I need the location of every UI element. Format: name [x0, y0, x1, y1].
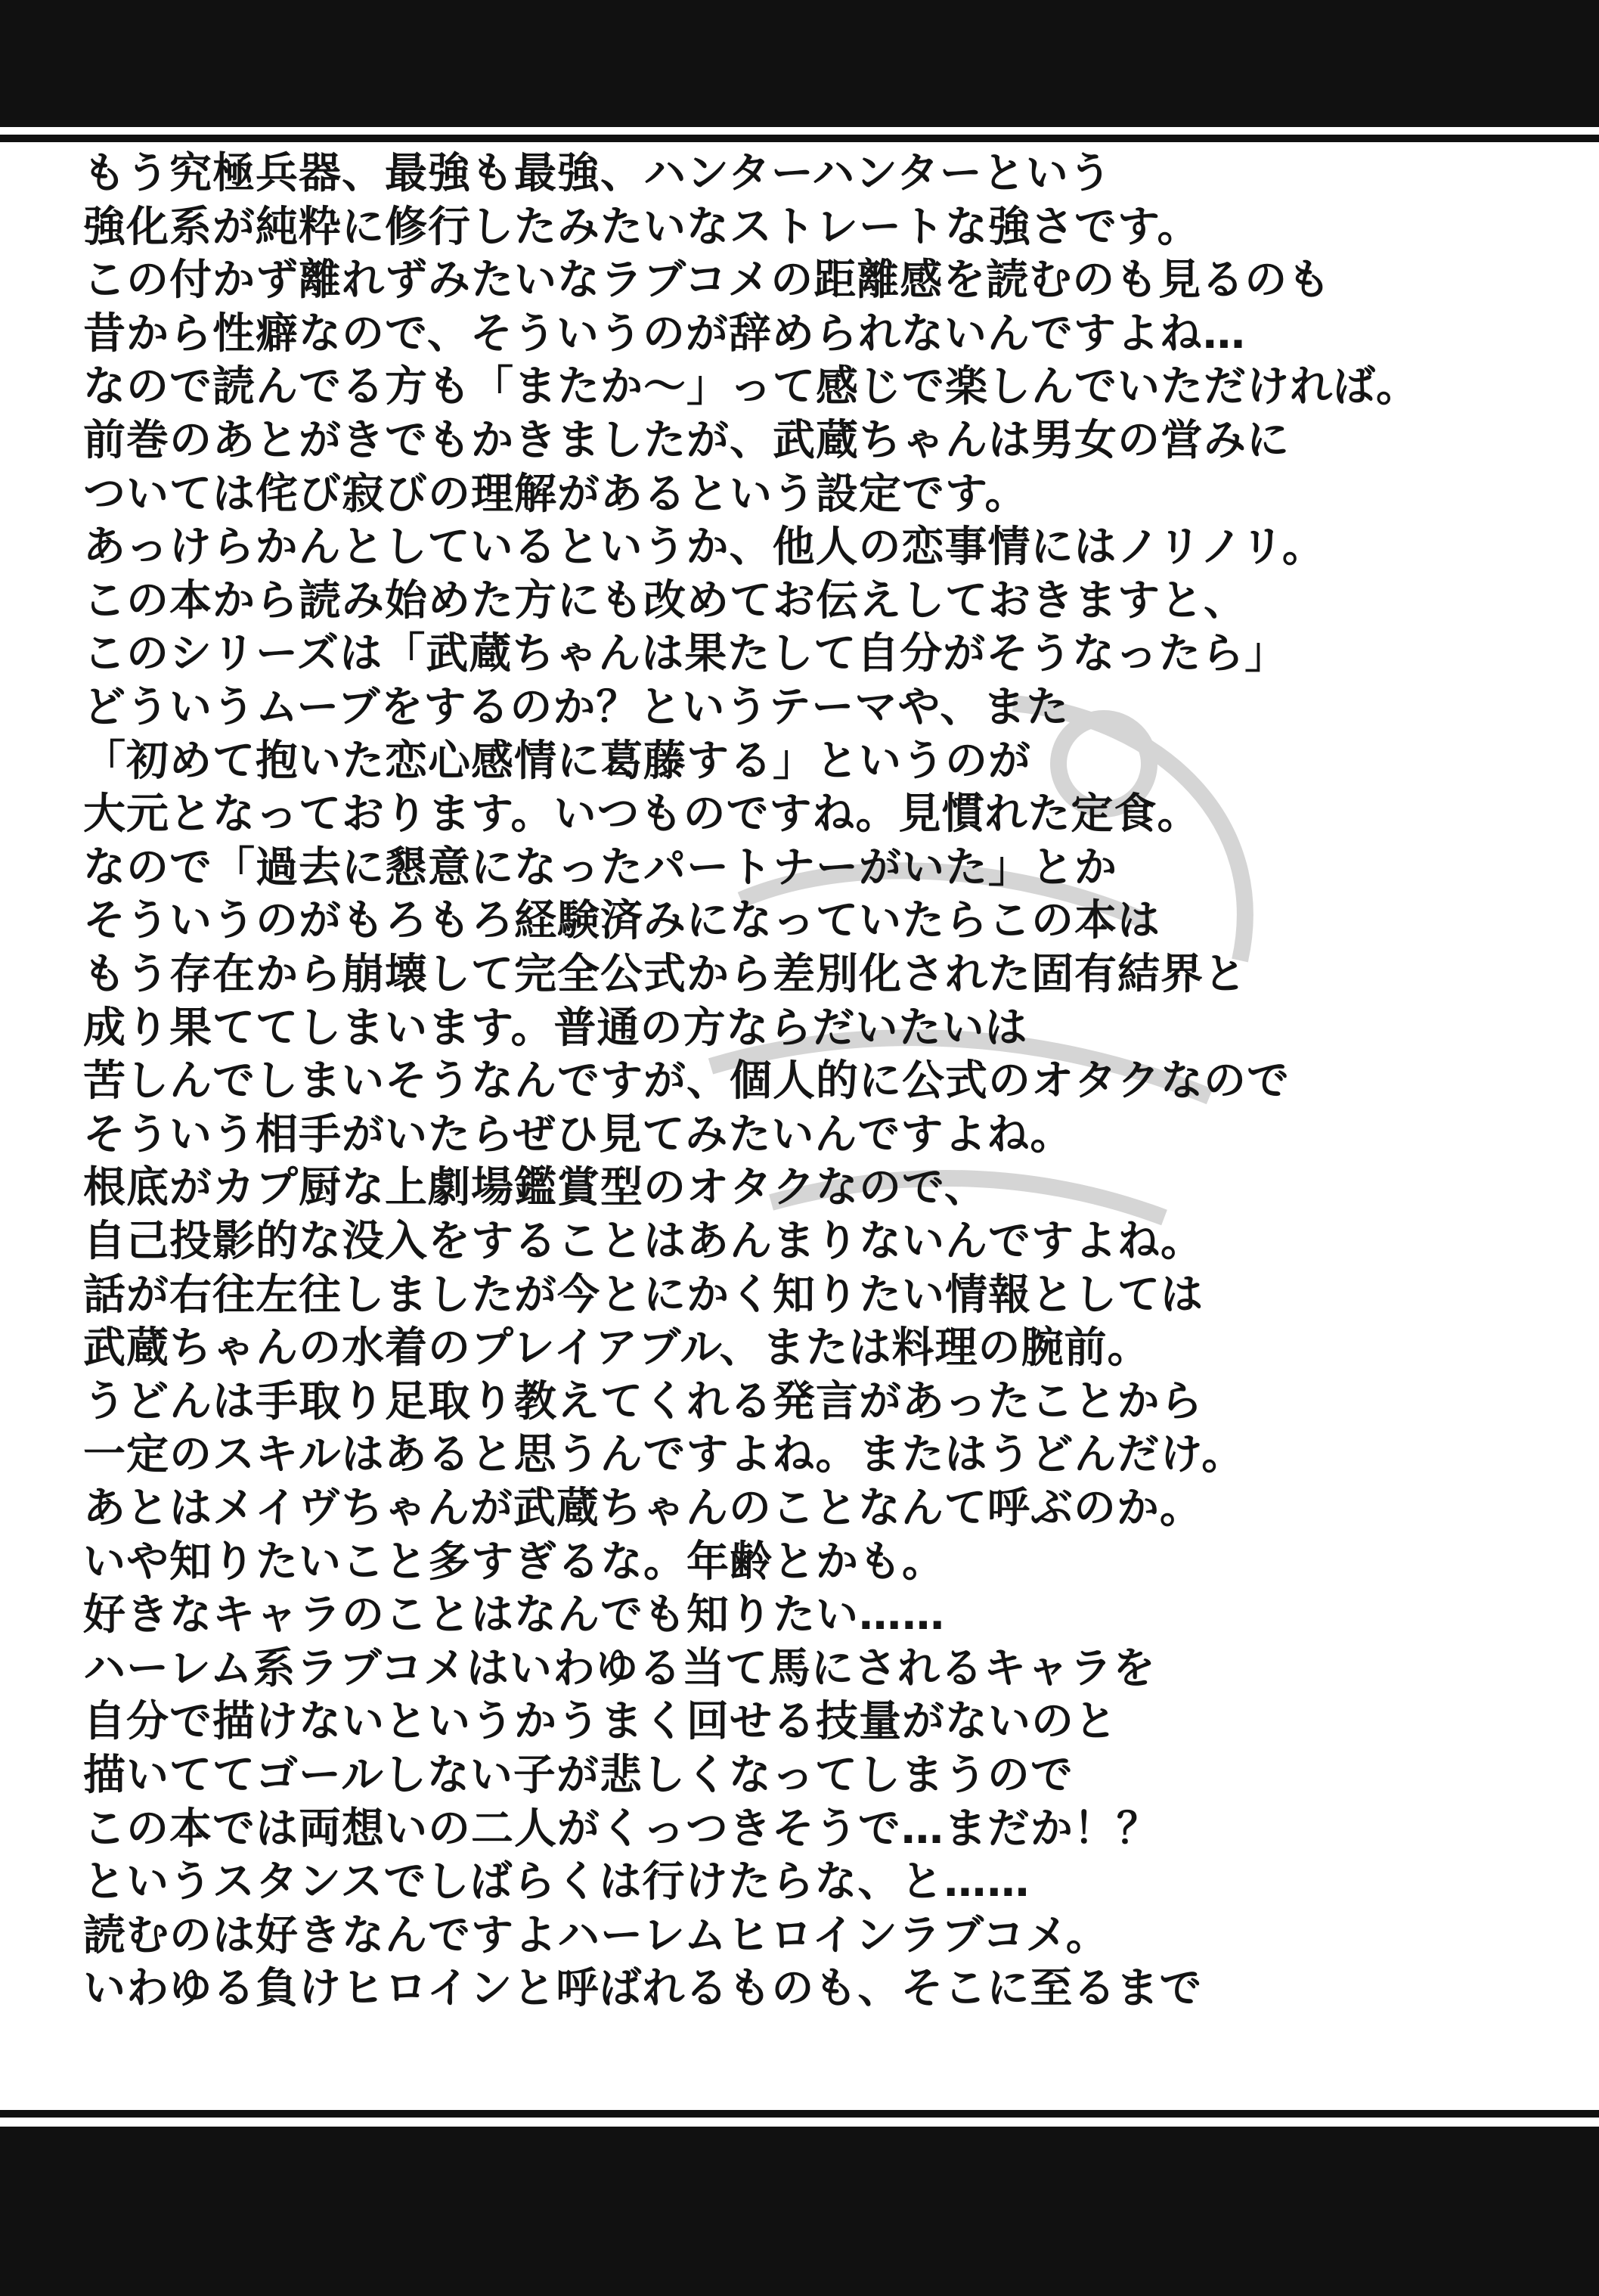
bottom-rule	[0, 2110, 1599, 2118]
text-line: 「初めて抱いた恋心感情に葛藤する」というのが	[83, 736, 1031, 786]
text-line: 自分で描けないというかうまく回せる技量がないのと	[83, 1697, 1117, 1747]
text-line: 武蔵ちゃんの水着のプレイアブル、または料理の腕前。	[83, 1323, 1151, 1373]
text-line: あっけらかんとしているというか、他人の恋事情にはノリノリ。	[83, 523, 1325, 572]
text-line: 前巻のあとがきでもかきましたが、武蔵ちゃんは男女の営みに	[83, 416, 1290, 465]
text-line: もう究極兵器、最強も最強、ハンターハンターという	[83, 149, 1112, 198]
text-line: この付かず離れずみたいなラブコメの距離感を読むのも見るのも	[83, 256, 1331, 306]
text-line: いや知りたいこと多すぎるな。年齢とかも。	[83, 1537, 945, 1587]
text-line: 強化系が純粋に修行したみたいなストレートな強さです。	[83, 202, 1201, 252]
text-line: 自己投影的な没入をすることはあんまりないんですよね。	[83, 1217, 1204, 1266]
text-line: あとはメイヴちゃんが武蔵ちゃんのことなんて呼ぶのか。	[83, 1484, 1203, 1533]
text-line: 好きなキャラのことはなんでも知りたい……	[83, 1590, 945, 1640]
text-line: そういう相手がいたらぜひ見てみたいんですよね。	[83, 1109, 1074, 1159]
text-line: 根底がカプ厨な上劇場鑑賞型のオタクなので、	[83, 1163, 987, 1213]
text-line: なので読んでる方も「またか～」って感じで楽しんでいただければ。	[83, 362, 1419, 412]
text-line: このシリーズは「武蔵ちゃんは果たして自分がそうなったら」	[83, 629, 1288, 679]
text-line: いわゆる負けヒロインと呼ばれるものも、そこに至るまで	[83, 1964, 1203, 2014]
bottom-black-bar	[0, 2127, 1599, 2296]
text-line: 描いててゴールしない子が悲しくなってしまうので	[83, 1751, 1074, 1800]
text-line: どういうムーブをするのか？というテーマや、また	[83, 683, 1070, 732]
text-line: もう存在から崩壊して完全公式から差別化された固有結界と	[83, 950, 1247, 999]
text-line: 苦しんでしまいそうなんですが、個人的に公式のオタクなので	[83, 1056, 1290, 1106]
text-line: 昔から性癖なので、そういうのが辞められないんですよね…	[83, 309, 1246, 358]
text-line: この本から読み始めた方にも改めてお伝えしておきますと、	[83, 576, 1247, 625]
text-line: 大元となっております。いつものですね。見慣れた定食。	[83, 790, 1201, 839]
afterword-text	[83, 0, 1565, 2296]
text-line: この本では両想いの二人がくっつきそうで…まだか！？	[83, 1804, 1160, 1854]
text-line: ハーレム系ラブコメはいわゆる当て馬にされるキャラを	[83, 1643, 1156, 1693]
text-line: というスタンスでしばらくは行けたらな、と……	[83, 1857, 1030, 1907]
text-line: うどんは手取り足取り教えてくれる発言があったことから	[83, 1376, 1204, 1426]
text-line: 成り果ててしまいます。普通の方ならだいたいは	[83, 1003, 1028, 1053]
text-line: なので「過去に懇意になったパートナーがいた」とか	[83, 842, 1117, 892]
text-line: 話が右往左往しましたが今とにかく知りたい情報としては	[83, 1270, 1204, 1320]
text-line: 一定のスキルはあると思うんですよね。またはうどんだけ。	[83, 1430, 1245, 1480]
text-line: ついては侘び寂びの理解があるという設定です。	[83, 469, 1028, 519]
text-line: 読むのは好きなんですよハーレムヒロインラブコメ。	[83, 1910, 1109, 1960]
text-line: そういうのがもろもろ経験済みになっていたらこの本は	[83, 896, 1161, 946]
